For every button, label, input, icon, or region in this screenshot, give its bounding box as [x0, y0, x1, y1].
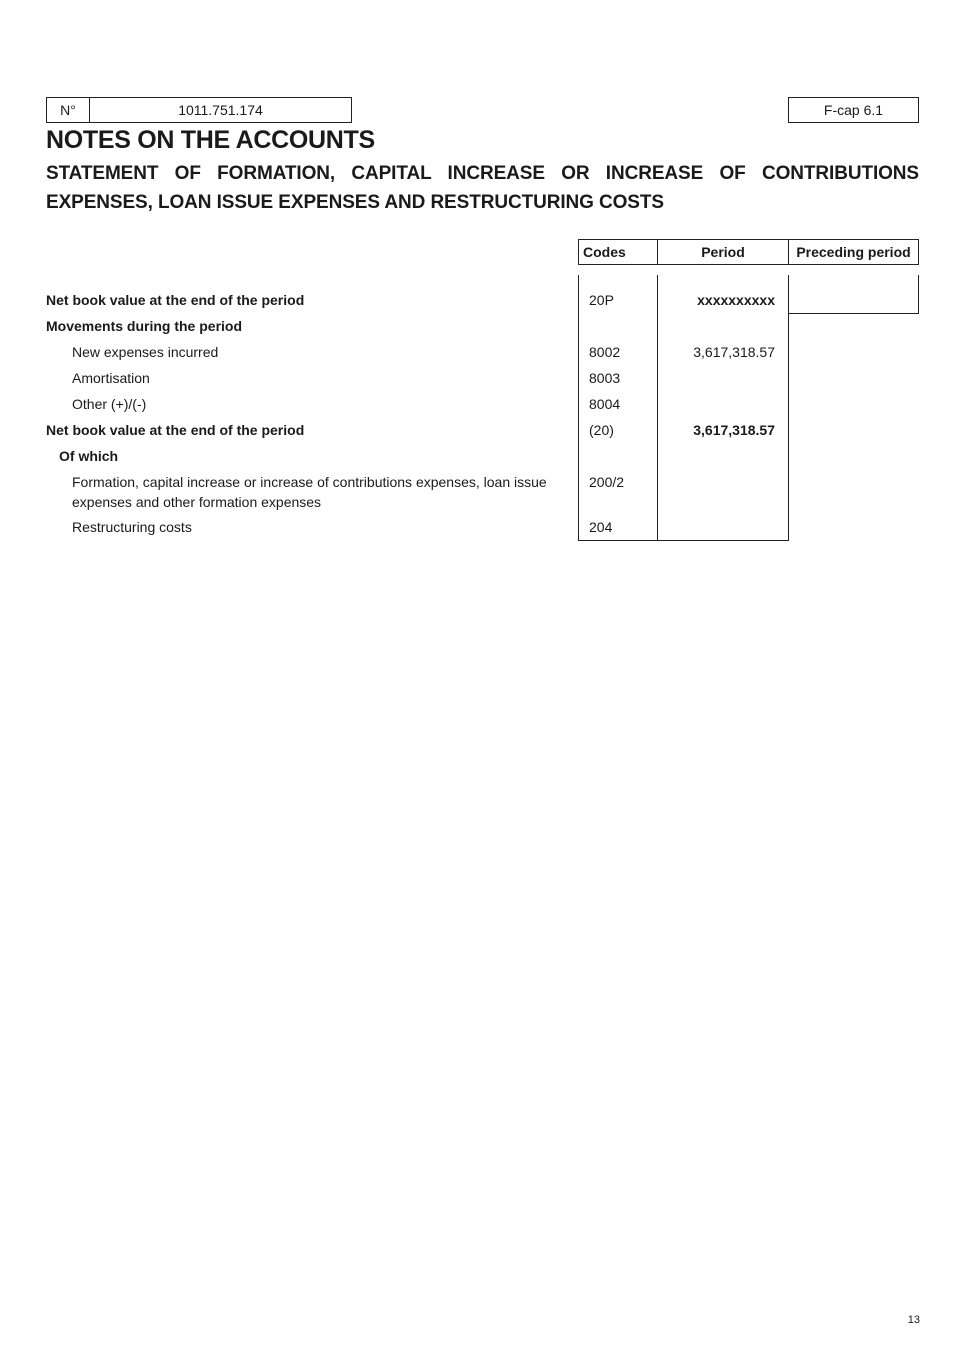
table-line-right — [918, 275, 919, 314]
table-row-code: 8003 — [589, 370, 621, 386]
table-line-preceding-bottom — [788, 313, 919, 314]
table-line-codes-period — [657, 275, 658, 541]
table-row-code: 204 — [589, 519, 613, 535]
form-code — [788, 97, 919, 123]
table-row-code: 8004 — [589, 396, 621, 412]
company-number — [89, 97, 352, 123]
table-row-period: xxxxxxxxxx — [697, 292, 775, 308]
table-row-label: Formation, capital increase or increase of contributions expenses, loan issue — [72, 474, 547, 490]
column-header-period-text: Period — [701, 244, 745, 260]
page-number: 13 — [907, 1314, 920, 1326]
table-row-code: (20) — [589, 422, 614, 438]
table-row-label: Other (+)/(-) — [72, 396, 147, 412]
table-row-label: Net book value at the end of the period — [46, 292, 305, 308]
table-row-label-line2: expenses and other formation expenses — [72, 494, 322, 510]
table-line-bottom — [578, 540, 789, 541]
table-line-period-preceding — [788, 275, 789, 541]
table-row-period: 3,617,318.57 — [693, 344, 775, 360]
table-row-label: Movements during the period — [46, 318, 243, 334]
number-label — [46, 97, 90, 123]
table-row-label: Amortisation — [72, 370, 150, 386]
number-label-text: N° — [60, 102, 76, 118]
table-row-code: 200/2 — [589, 474, 625, 490]
table-row-label: New expenses incurred — [72, 344, 219, 360]
table-row-code: 20P — [589, 292, 614, 308]
page-title: NOTES ON THE ACCOUNTS — [46, 126, 375, 154]
table-row-code: 8002 — [589, 344, 621, 360]
table-row-label: Net book value at the end of the period — [46, 422, 305, 438]
column-header-period — [657, 239, 789, 265]
form-code-text: F-cap 6.1 — [823, 102, 884, 118]
table-line-left — [578, 275, 579, 541]
column-header-codes — [578, 239, 658, 265]
column-header-preceding-text: Preceding period — [796, 244, 911, 260]
table-row-label: Of which — [59, 448, 119, 464]
table-row-label: Restructuring costs — [72, 519, 192, 535]
page-subtitle: STATEMENT OF FORMATION, CAPITAL INCREASE OR INCREASE OF CONTRIBUTIONS EXPENSES, LOAN ISSUE EXPENSES AND RESTRUCTURING COSTS — [46, 163, 919, 213]
column-header-codes-text: Codes — [583, 244, 626, 260]
column-header-preceding-period — [788, 239, 919, 265]
table-row-period: 3,617,318.57 — [693, 422, 775, 438]
company-number-text: 1011.751.174 — [178, 102, 263, 118]
